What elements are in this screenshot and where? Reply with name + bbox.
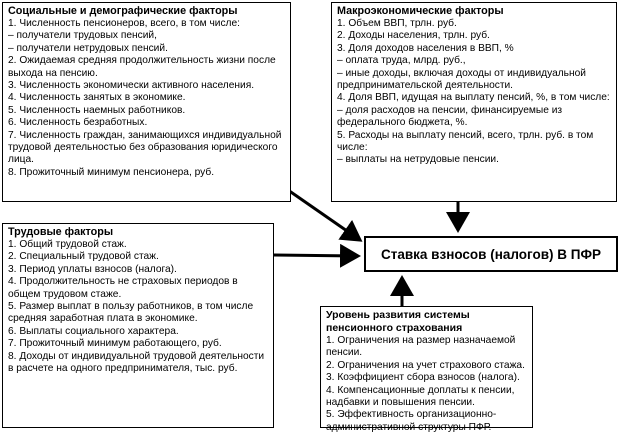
contribution-rate-box <box>364 236 618 272</box>
list-item: 3. Коэффициент сбора взносов (налога). <box>326 372 520 384</box>
list-item: – иные доходы, включая доходы от индивидуальной предпринимательской деятельности. <box>337 67 586 92</box>
list-item: 5. Численность наемных работников. <box>8 104 186 116</box>
list-item: 4. Численность занятых в экономике. <box>8 92 186 104</box>
list-item: 8. Прожиточный минимум пенсионера, руб. <box>8 166 215 178</box>
list-item: 6. Численность безработных. <box>8 117 148 129</box>
labour-factors-title: Трудовые факторы <box>8 226 114 238</box>
list-item: 7. Прожиточный минимум работающего, руб. <box>8 338 222 350</box>
list-item: 5. Размер выплат в пользу работников, в том числе <box>8 301 254 313</box>
list-item: – получатели трудовых пенсий, <box>8 30 157 42</box>
list-item: 2. Доходы населения, трлн. руб. <box>337 30 490 42</box>
macro-factors-title: Макроэкономические факторы <box>337 5 504 17</box>
list-item: 6. Выплаты социального характера. <box>8 325 179 337</box>
list-item: 1. Численность пенсионеров, всего, в том числе: <box>8 18 240 29</box>
social-factors-title: Социальные и демографические факторы <box>8 5 238 17</box>
list-item: 3. Доля доходов населения в ВВП, % <box>337 42 514 54</box>
list-item: 4. Компенсационные доплаты к пенсии, надбавки и повышения пенсии. <box>326 384 515 409</box>
list-item: 5. Эффективность организационно-административной структуры ПФР. <box>326 409 497 433</box>
social-demographic-factors-box <box>2 2 291 202</box>
list-item: – получатели нетрудовых пенсий. <box>8 42 168 54</box>
list-item: – доля расходов на пенсии, финансируемые из федерального бюджета, %. <box>337 104 563 129</box>
list-item: 3. Численность экономически активного населения. <box>8 80 255 92</box>
macro-factors-list <box>337 18 611 167</box>
list-item: 1. Ограничения на размер назначаемой пенсии. <box>326 335 516 359</box>
list-item: 2. Ожидаемая средняя продолжительность жизни после выхода на пенсию. <box>8 55 276 79</box>
list-item: 4. Доля ВВП, идущая на выплату пенсий, %, в том числе: <box>337 92 610 104</box>
social-factors-list <box>8 18 285 179</box>
list-item: – выплаты на нетрудовые пенсии. <box>337 154 499 166</box>
list-item: 4. Продолжительность не страховых периодов в общем трудовом стаже. <box>8 276 238 300</box>
pension-system-title: Уровень развития системы пенсионного страхования <box>326 309 470 334</box>
list-item: 7. Численность граждан, занимающихся индивидуальной трудовой деятельностью без образования юридического лица. <box>8 129 282 166</box>
pension-system-level-box <box>320 306 533 433</box>
macroeconomic-factors-box <box>331 2 617 202</box>
list-item: – оплата труда, млрд. руб., <box>337 55 466 67</box>
arrow-labour-to-center <box>274 255 358 256</box>
list-item: средняя заработная плата в экономике. <box>8 313 198 325</box>
list-item: 2. Специальный трудовой стаж. <box>8 251 159 263</box>
pension-system-list <box>326 335 527 434</box>
list-item: 3. Период уплаты взносов (налога). <box>8 263 177 275</box>
list-item: 2. Ограничения на учет страхового стажа. <box>326 359 525 371</box>
list-item: 5. Расходы на выплату пенсий, всего, трлн. руб. в том числе: <box>337 129 594 154</box>
labour-factors-list <box>8 239 268 375</box>
list-item: 1. Общий трудовой стаж. <box>8 239 127 250</box>
list-item: 1. Объем ВВП, трлн. руб. <box>337 18 457 29</box>
labour-factors-box <box>2 223 274 428</box>
list-item: 8. Доходы от индивидуальной трудовой деятельности в расчете на одного предпринимателя, тыс. руб. <box>8 350 265 375</box>
contribution-rate-title: Ставка взносов (налогов) В ПФР <box>381 246 601 262</box>
